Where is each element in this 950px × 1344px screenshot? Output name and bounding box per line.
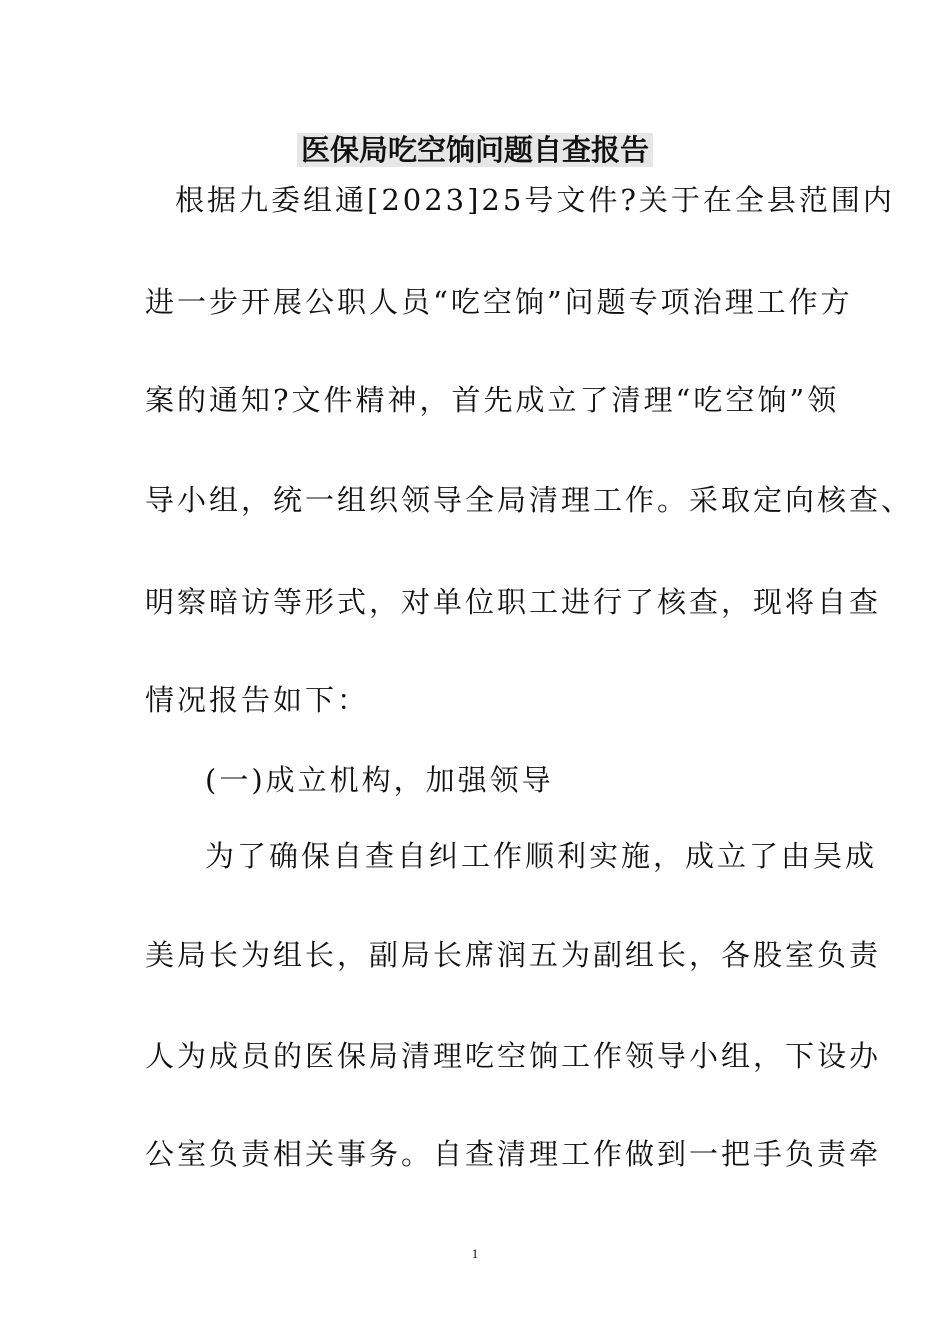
paragraph-line: 人为成员的医保局清理吃空饷工作领导小组，下设办 (145, 1039, 882, 1073)
paragraph-line: 美局长为组长，副局长席润五为副组长，各股室负责 (145, 938, 882, 972)
document-title-text: 医保局吃空饷问题自查报告 (297, 133, 653, 167)
paragraph-line: 案的通知?文件精神，首先成立了清理“吃空饷”领 (145, 383, 840, 417)
section-heading: (一)成立机构，加强领导 (205, 763, 554, 797)
document-title (0, 128, 950, 172)
paragraph-line: 明察暗访等形式，对单位职工进行了核查，现将自查 (145, 585, 882, 619)
paragraph-line: 为了确保自查自纠工作顺利实施，成立了由吴成 (205, 839, 878, 873)
paragraph-line: 情况报告如下： (145, 683, 370, 717)
page-number: 1 (471, 1246, 479, 1261)
paragraph-line: 进一步开展公职人员“吃空饷”问题专项治理工作方 (145, 285, 853, 319)
paragraph-line: 根据九委组通[2023]25号文件?关于在全县范围内 (175, 183, 895, 217)
paragraph-line: 导小组，统一组织领导全局清理工作。采取定向核查、 (145, 483, 914, 517)
paragraph-line: 公室负责相关事务。自查清理工作做到一把手负责牵 (145, 1137, 882, 1171)
